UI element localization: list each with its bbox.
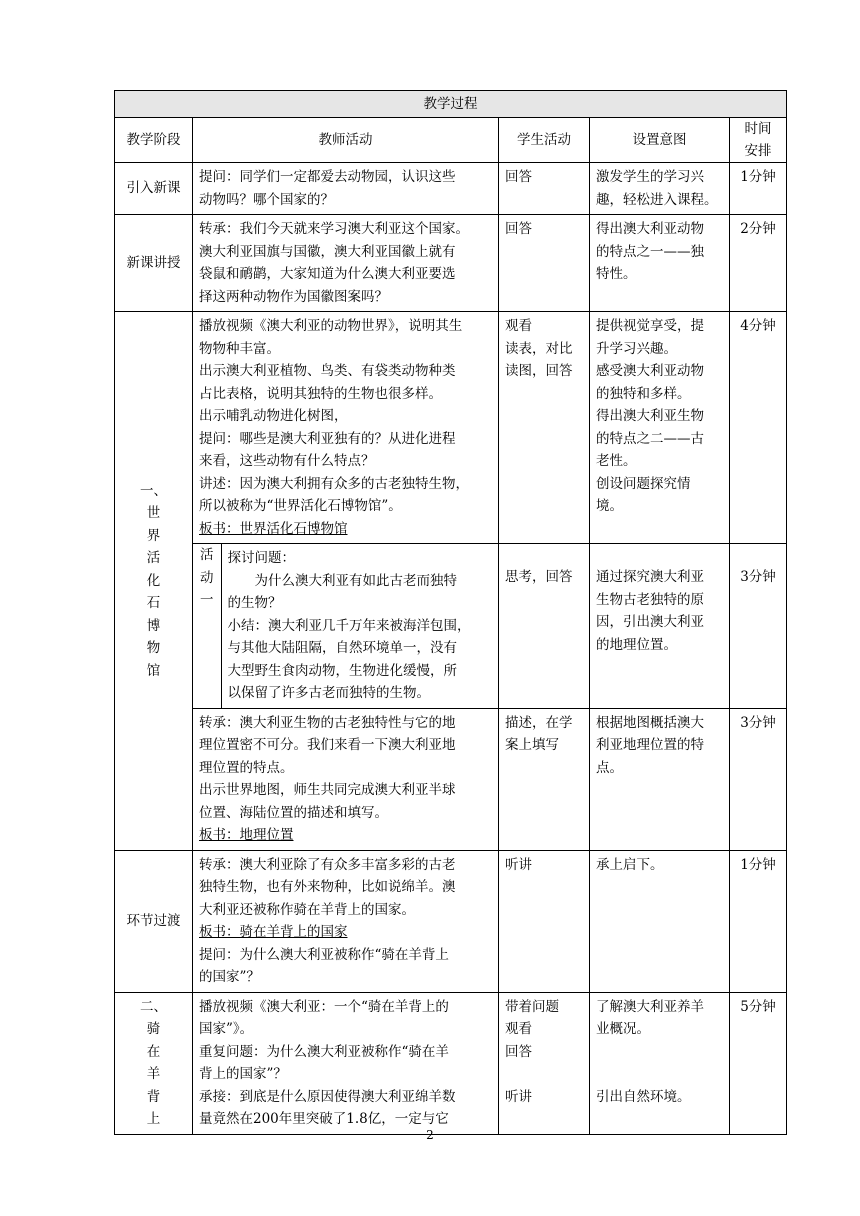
teacher-cell: 转承：我们今天就来学习澳大利亚这个国家。 澳大利亚国旗与国徽，澳大利亚国徽上就有 袋鼠和鸸鹋，大家知道为什么澳大利亚要选 择这两种动物作为国徽图案吗？ bbox=[193, 215, 499, 312]
intent-cell: 激发学生的学习兴 趣，轻松进入课程。 bbox=[590, 163, 730, 215]
stage-cell: 引入新课 bbox=[115, 163, 193, 215]
time-cell: 1分钟 bbox=[730, 163, 787, 215]
student-cell: 带着问题 观看 回答 听讲 bbox=[499, 992, 590, 1134]
teacher-cell: 转承：澳大利亚生物的古老独特性与它的地 理位置密不可分。我们来看一下澳大利亚地 理位置的特点。 出示世界地图，师生共同完成澳大利亚半球 位置、海陆位置的描述和填写。 板书：地理位置 bbox=[193, 708, 499, 850]
table-row bbox=[115, 163, 787, 215]
table-row bbox=[115, 708, 787, 850]
stage-cell-section1: 一、 世 界 活 化 石 博 物 馆 bbox=[115, 312, 193, 851]
student-cell: 回答 bbox=[499, 163, 590, 215]
column-header-row bbox=[115, 118, 787, 163]
intent-cell: 承上启下。 bbox=[590, 850, 730, 992]
board-note: 板书：世界活化石博物馆 bbox=[199, 520, 348, 537]
table-row bbox=[115, 215, 787, 312]
student-cell: 思考，回答 bbox=[499, 544, 590, 709]
table-title: 教学过程 bbox=[115, 91, 787, 118]
activity-label: 活 动 一 bbox=[193, 544, 221, 708]
teaching-process-table bbox=[114, 90, 787, 1135]
teacher-cell: 播放视频《澳大利亚的动物世界》，说明其生 物物种丰富。 出示澳大利亚植物、鸟类、有袋类动物种类 占比表格，说明其独特的生物也很多样。 出示哺乳动物进化树图， 提问：哪些是澳大利亚独有的？从进化进程 来看，这些动物有什么特点？ 讲述：因为澳大利拥有众多的古老独特生物， 所以被称为“世界活化石博物馆”。 板书：世界活化石博物馆 bbox=[193, 312, 499, 544]
intent-cell: 了解澳大利亚养羊 业概况。 引出自然环境。 bbox=[590, 992, 730, 1134]
student-cell: 描述，在学 案上填写 bbox=[499, 708, 590, 850]
header-student: 学生活动 bbox=[499, 118, 590, 163]
board-note: 板书：骑在羊背上的国家 bbox=[199, 924, 348, 940]
table-row bbox=[115, 312, 787, 544]
teacher-cell: 提问：同学们一定都爱去动物园，认识这些 动物吗？哪个国家的？ bbox=[193, 163, 499, 215]
teacher-cell: 播放视频《澳大利亚：一个“骑在羊背上的 国家”》。 重复问题：为什么澳大利亚被称作“骑在羊 背上的国家”？ 承接：到底是什么原因使得澳大利亚绵羊数 量竟然在200年里突破了1.8亿，一定与它 bbox=[193, 992, 499, 1134]
time-cell: 3分钟 bbox=[730, 544, 787, 709]
stage-cell: 新课讲授 bbox=[115, 215, 193, 312]
table-row bbox=[115, 850, 787, 992]
intent-cell: 根据地图概括澳大 利亚地理位置的特 点。 bbox=[590, 708, 730, 850]
time-cell: 4分钟 bbox=[730, 312, 787, 544]
intent-cell: 得出澳大利亚动物 的特点之一——独 特性。 bbox=[590, 215, 730, 312]
header-stage: 教学阶段 bbox=[115, 118, 193, 163]
student-cell: 观看 读表，对比 读图，回答 bbox=[499, 312, 590, 544]
header-teacher: 教师活动 bbox=[193, 118, 499, 163]
table-row bbox=[115, 544, 787, 709]
teacher-cell-activity bbox=[193, 544, 499, 709]
time-cell: 2分钟 bbox=[730, 215, 787, 312]
page-number: 2 bbox=[426, 1128, 434, 1142]
header-time: 时间 安排 bbox=[730, 118, 787, 163]
stage-cell: 环节过渡 bbox=[115, 850, 193, 992]
activity-subtable bbox=[193, 544, 498, 708]
stage-cell-section2: 二、 骑 在 羊 背 上 bbox=[115, 992, 193, 1134]
intent-cell: 提供视觉享受，提 升学习兴趣。 感受澳大利亚动物 的独特和多样。 得出澳大利亚生物 的特点之二——古 老性。 创设问题探究情 境。 bbox=[590, 312, 730, 544]
activity-content: 探讨问题： 为什么澳大利亚有如此古老而独特 的生物？ 小结：澳大利亚几千万年来被海洋包围， 与其他大陆阻隔，自然环境单一，没有 大型野生食肉动物，生物进化缓慢，所 以保留了许多古老而独特的生物。 bbox=[227, 550, 471, 701]
intent-cell: 通过探究澳大利亚 生物古老独特的原 因，引出澳大利亚 的地理位置。 bbox=[590, 544, 730, 709]
time-cell: 1分钟 bbox=[730, 850, 787, 992]
table-row bbox=[115, 992, 787, 1134]
board-note: 板书：地理位置 bbox=[199, 827, 294, 843]
teacher-cell: 转承：澳大利亚除了有众多丰富多彩的古老 独特生物，也有外来物种，比如说绵羊。澳 大利亚还被称作骑在羊背上的国家。 板书：骑在羊背上的国家 提问：为什么澳大利亚被称作“骑在羊背上 的国家”？ bbox=[193, 850, 499, 992]
time-cell: 5分钟 bbox=[730, 992, 787, 1134]
header-intent: 设置意图 bbox=[590, 118, 730, 163]
student-cell: 听讲 bbox=[499, 850, 590, 992]
time-cell: 3分钟 bbox=[730, 708, 787, 850]
student-cell: 回答 bbox=[499, 215, 590, 312]
